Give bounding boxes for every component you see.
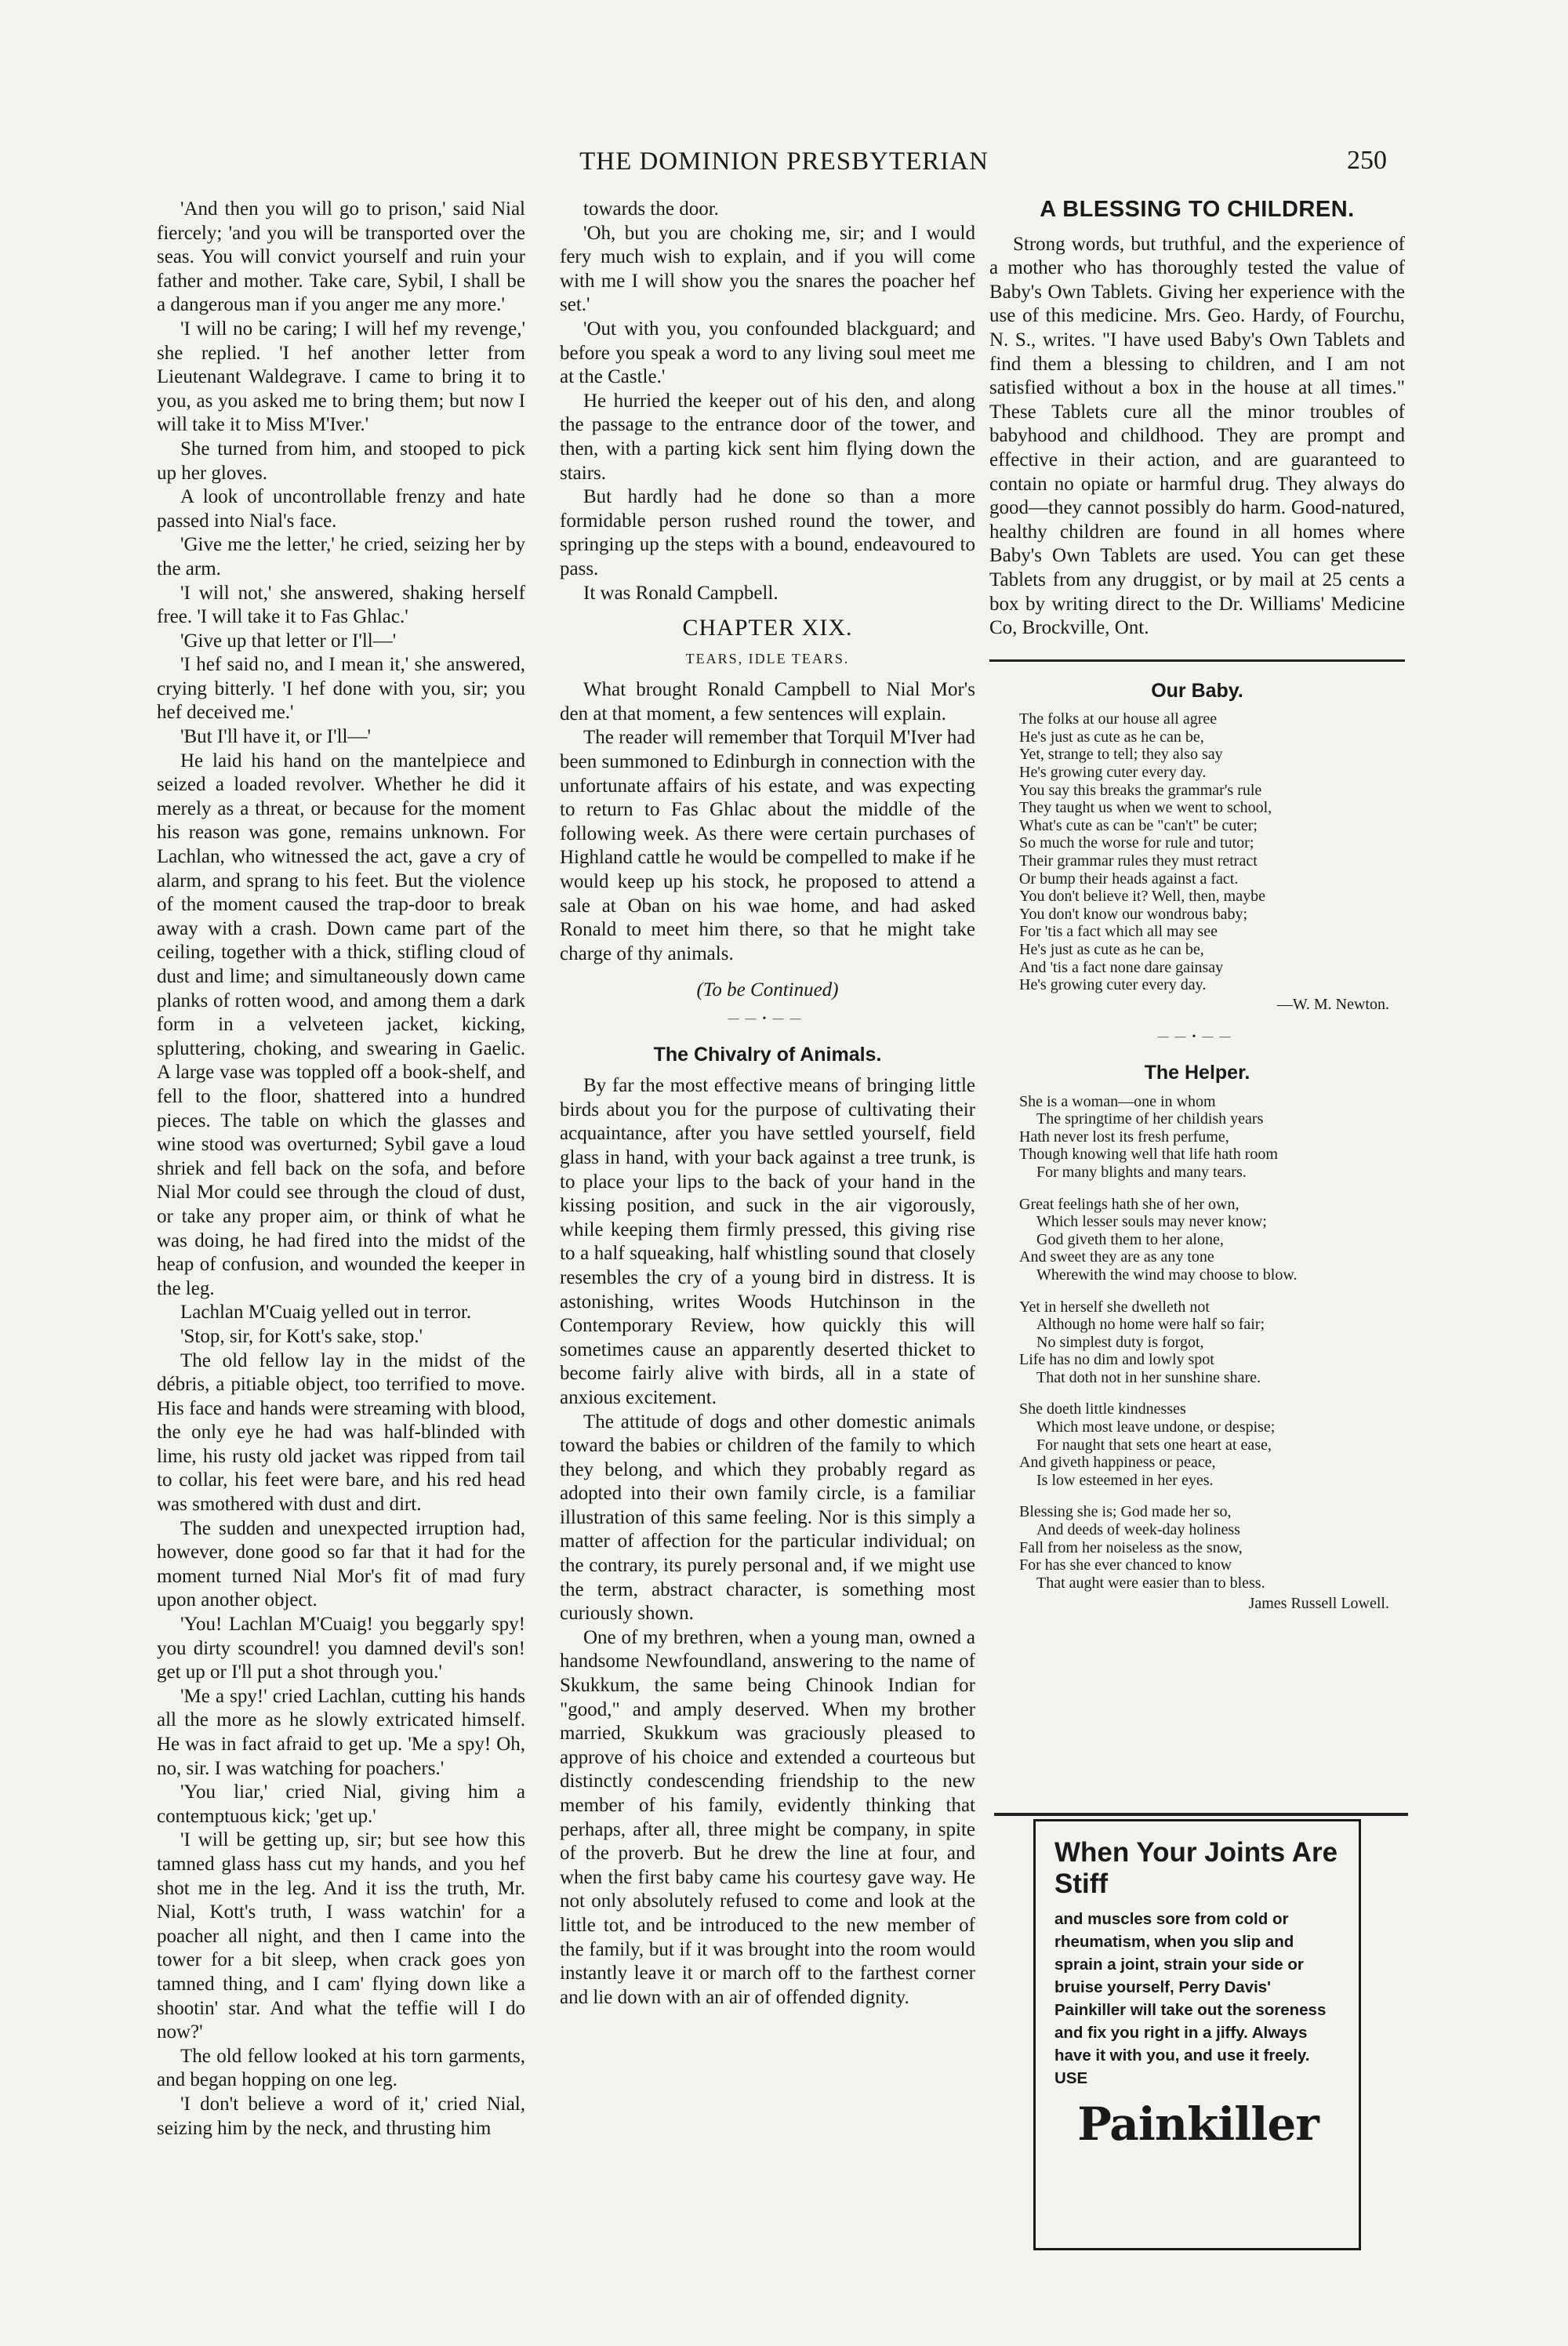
paragraph: 'Out with you, you confounded blackguard; and before you speak a word to any living soul meet me at the Castle.': [560, 318, 975, 388]
ad-headline: When Your Joints Are Stiff: [1054, 1837, 1338, 1899]
column-1: [157, 198, 525, 2141]
paragraph: 'Give me the letter,' he cried, seizing her by the arm.: [157, 534, 525, 579]
paragraph: 'I will not,' she answered, shaking herself free. 'I will take it to Fas Ghlac.': [157, 582, 525, 628]
poem-stanza: [1019, 1196, 1405, 1284]
poem-line: Hath never lost its fresh perfume,: [1019, 1128, 1229, 1146]
paragraph: What brought Ronald Campbell to Nial Mor's den at that moment, a few sentences will explain.: [560, 679, 975, 724]
paragraph: 'I don't believe a word of it,' cried Nial, seizing him by the neck, and thrusting him: [157, 2093, 525, 2139]
poem-line: And giveth happiness or peace,: [1019, 1454, 1216, 1472]
page-number: 250: [1347, 146, 1387, 175]
poem-line: For 'tis a fact which all may see: [1019, 923, 1218, 941]
paragraph: A look of uncontrollable frenzy and hate passed into Nial's face.: [157, 486, 525, 532]
poem-line: Fall from her noiseless as the snow,: [1019, 1538, 1243, 1556]
poem-stanza: [1019, 1093, 1405, 1182]
paragraph: 'I will no be caring; I will hef my revenge,' she replied. 'I hef another letter from Lieutenant Waldegrave. I came to bring it to you, as you asked me to bring them; but now I will take it to Miss M'Iver.': [157, 318, 525, 436]
paragraph: towards the door.: [583, 198, 719, 220]
paragraph: 'You! Lachlan M'Cuaig! you beggarly spy! you dirty scoundrel! you damned devil's son! get up or I'll put a shot through you.': [157, 1614, 525, 1683]
poem-line: For naught that sets one heart at ease,: [1036, 1436, 1272, 1454]
page-header-title: THE DOMINION PRESBYTERIAN: [579, 147, 989, 176]
article-title-blessing: A BLESSING TO CHILDREN.: [1040, 197, 1355, 222]
poem-line: Or bump their heads against a fact.: [1019, 870, 1239, 888]
poem-line: You don't believe it? Well, then, maybe: [1019, 888, 1265, 906]
poem-line: Their grammar rules they must retract: [1019, 852, 1258, 870]
poem-line: Yet, strange to tell; they also say: [1019, 746, 1223, 764]
paragraph: 'I hef said no, and I mean it,' she answered, crying bitterly. 'I hef done with you, sir; you hef deceived me.': [157, 654, 525, 724]
poem-line: The folks at our house all agree: [1019, 710, 1218, 728]
to-be-continued: (To be Continued): [696, 979, 839, 1001]
ad-top-rule: [994, 1813, 1408, 1816]
poem-title-our-baby: Our Baby.: [1151, 679, 1243, 702]
poem-line: You don't know our wondrous baby;: [1019, 905, 1248, 923]
poem-line: She doeth little kindnesses: [1019, 1400, 1186, 1418]
story-continuation: [560, 198, 975, 605]
paragraph: He laid his hand on the mantelpiece and seized a loaded revolver. Whether he did it merely as a threat, or because for the moment his reason was gone, remains unknown. For Lachlan, who witnessed the act, gave a cry of alarm, and sprang to his feet. But the violence of the moment caused the trap-door to break away with a crash. Down came part of the ceiling, together with a thick, stifling cloud of dust and lime; and simultaneously down came planks of rotten wood, and among them a dark form in a velveteen jacket, kicking, spluttering, choking, and swearing in Gaelic. A large vase was toppled off a book-shelf, and fell to the floor, shattered into a hundred pieces. The table on which the glasses and wine stood was overturned; Sybil gave a loud shriek and fell back on the sofa, and before Nial Mor could see through the cloud of dust, or take any proper aim, or think of what he was doing, he had fired into the midst of the heap of confusion, and wounded the keeper in the leg.: [157, 750, 525, 1299]
poem-line: Though knowing well that life hath room: [1019, 1146, 1278, 1164]
poem-line: Wherewith the wind may choose to blow.: [1036, 1266, 1298, 1284]
paragraph: The attitude of dogs and other domestic animals toward the babies or children of the family to which they belong, and which they probably regard as adopted into their own family circle, is a familiar illustration of this same feeling. Nor is this simply a matter of affection for the particular individual; on the contrary, its purely personal and, if we might use the term, abstract character, is something most curiously shown.: [560, 1411, 975, 1625]
poem-line: That aught were easier than to bless.: [1036, 1574, 1265, 1592]
paragraph: It was Ronald Campbell.: [583, 582, 779, 604]
poem-line: He's just as cute as he can be,: [1019, 941, 1204, 958]
ornament-divider: ——•——: [1157, 1031, 1237, 1044]
poem-stanza: [1019, 1298, 1405, 1387]
poem-line: You say this breaks the grammar's rule: [1019, 781, 1262, 799]
chapter-subtitle: TEARS, IDLE TEARS.: [685, 650, 850, 666]
paragraph: 'And then you will go to prison,' said Nial fiercely; 'and you will be transported over the seas. You will convict yourself and ruin your father and mother. Take care, Sybil, I shall be a dangerous man if you anger me any more.': [157, 198, 525, 316]
poem-line: Which lesser souls may never know;: [1036, 1213, 1267, 1231]
poem-attribution: —W. M. Newton.: [1276, 995, 1389, 1013]
paragraph: 'Give up that letter or I'll—': [180, 630, 397, 652]
poem-line: They taught us when we went to school,: [1019, 799, 1272, 817]
poem-line: He's growing cuter every day.: [1019, 764, 1207, 782]
paragraph: She turned from him, and stooped to pick up her gloves.: [157, 438, 525, 484]
poem-line: She is a woman—one in whom: [1019, 1092, 1216, 1110]
poem-the-helper: [1019, 1093, 1405, 1613]
paragraph: One of my brethren, when a young man, owned a handsome Newfoundland, answering to the name of Skukkum, the same being Chinook Indian for "good," and amply deserved. When my brother married, Skukkum was graciously pleased to approve of his choice and extended a courteous but distinctly condescending friendship to the new member of his family, evidently thinking that perhaps, after all, three might be company, in spite of the proverb. But he drew the line at four, and when the first baby came his courtesy gave way. He not only absolutely refused to come and look at the little tot, and be introduced to the new member of the family, but if it was brought into the room would instantly leave it or march off to the farthest corner and lie down with an air of offended dignity.: [560, 1626, 975, 2008]
article-chivalry-text: [560, 1074, 975, 2010]
ad-body: and muscles sore from cold or rheumatism, when you slip and sprain a joint, strain your side or bruise yourself, Perry Davis' Painkiller will take out the soreness and fix you right in a jiffy. Always have it with you, and use it freely. USE: [1054, 1910, 1327, 2087]
section-divider: [989, 659, 1405, 662]
paragraph: 'I will be getting up, sir; but see how this tamned glass hass cut my hands, and you hef shot me in the leg. And it iss the truth, Mr. Nial, Kott's truth, I wass watchin' for a poacher all night, and then I came into the tower for a bit sleep, when crack goes yon tamned thing, and I cam' flying down like a shootin' star. And what the teffie will I do now?': [157, 1829, 525, 2043]
poem-line: Great feelings hath she of her own,: [1019, 1195, 1240, 1213]
poem-line: He's just as cute as he can be,: [1019, 728, 1204, 746]
poem-line: Although no home were half so fair;: [1036, 1316, 1265, 1334]
paragraph: But hardly had he done so than a more formidable person rushed round the tower, and springing up the steps with a bound, endeavoured to pass.: [560, 486, 975, 579]
paragraph: 'But I'll have it, or I'll—': [180, 726, 371, 748]
paragraph: The old fellow lay in the midst of the débris, a pitiable object, too terrified to move. His face and hands were streaming with blood, the only eye he had was half-blinded with lime, his rusty old jacket was ripped from tail to collar, his feet were bare, and his red head was smothered with dust and dirt.: [157, 1349, 525, 1516]
poem-line: So much the worse for rule and tutor;: [1019, 834, 1254, 852]
poem-line: For many blights and many tears.: [1036, 1163, 1247, 1181]
column-3: [989, 198, 1405, 1613]
paragraph: 'Stop, sir, for Kott's sake, stop.': [180, 1325, 423, 1347]
poem-line: Life has no dim and lowly spot: [1019, 1351, 1214, 1369]
paragraph: Lachlan M'Cuaig yelled out in terror.: [180, 1302, 472, 1324]
painkiller-advertisement: [1033, 1819, 1361, 2250]
ad-brand-logo: Painkiller: [1077, 2097, 1319, 2151]
column-2: [560, 198, 975, 2010]
paragraph: 'You liar,' cried Nial, giving him a contemptuous kick; 'get up.': [157, 1781, 525, 1827]
article-blessing-text: [989, 233, 1405, 641]
poem-line: No simplest duty is forgot,: [1036, 1333, 1204, 1351]
paragraph: 'Oh, but you are choking me, sir; and I would fery much wish to explain, and if you will come with me I will show you the snares the poacher hef set.': [560, 222, 975, 316]
poem-line: And sweet they are as any tone: [1019, 1248, 1214, 1266]
poem-attribution: James Russell Lowell.: [1248, 1595, 1389, 1613]
poem-line: Which most leave undone, or despise;: [1036, 1418, 1276, 1436]
poem-our-baby: [1019, 710, 1405, 1013]
article-title-chivalry: The Chivalry of Animals.: [653, 1043, 882, 1066]
poem-line: That doth not in her sunshine share.: [1036, 1368, 1261, 1386]
poem-line: Yet in herself she dwelleth not: [1019, 1298, 1210, 1316]
poem-line: Is low esteemed in her eyes.: [1036, 1471, 1214, 1489]
poem-line: And deeds of week-day holiness: [1036, 1521, 1240, 1539]
poem-line: The springtime of her childish years: [1036, 1110, 1264, 1128]
poem-line: God giveth them to her alone,: [1036, 1230, 1224, 1248]
paragraph: 'Me a spy!' cried Lachlan, cutting his hands all the more as he slowly extricated himself. He was in fact afraid to get up. 'Me a spy! Oh, no, sir. I was watching for poachers.': [157, 1685, 525, 1779]
poem-line: Blessing she is; God made her so,: [1019, 1503, 1232, 1521]
paragraph: The old fellow looked at his torn garments, and began hopping on one leg.: [157, 2045, 525, 2091]
paragraph: By far the most effective means of bringing little birds about you for the purpose of cultivating their acquaintance, after you have settled yourself, field glass in hand, with your back against a tree trunk, is to place your lips to the back of your hand in the kissing position, and suck in the air vigorously, while keeping them firmly pressed, this giving rise to a half squeaking, half whistling sound that closely resembles the cry of a young bird in distress. It is astonishing, writes Woods Hutchinson in the Contemporary Review, how quickly this will sometimes cause an apparently deserted thicket to become fairly alive with birds, all in a state of anxious excitement.: [560, 1075, 975, 1408]
poem-stanza: [1019, 1503, 1405, 1592]
chapter-heading: CHAPTER XIX.: [682, 615, 853, 641]
paragraph: He hurried the keeper out of his den, and along the passage to the entrance door of the tower, and then, with a parting kick sent him flying down the stairs.: [560, 390, 975, 484]
paragraph: The sudden and unexpected irruption had, however, done good so far that it had for the moment turned Nial Mor's fit of mad fury upon another object.: [157, 1517, 525, 1611]
poem-title-the-helper: The Helper.: [1144, 1061, 1250, 1084]
ornament-divider: ——•——: [728, 1013, 808, 1025]
paragraph: Strong words, but truthful, and the experience of a mother who has thoroughly tested the value of Baby's Own Tablets. Giving her experience with the use of this medicine. Mrs. Geo. Hardy, of Fourchu, N. S., writes. "I have used Baby's Own Tablets and find them a blessing to children, and I am not satisfied without a box in the house at all times." These Tablets cure all the minor troubles of babyhood and childhood. They are prompt and effective in their action, and are guaranteed to contain no opiate or harmful drug. They always do good—they cannot possibly do harm. Good-natured, healthy children are found in all homes where Baby's Own Tablets are used. You can get these Tablets from any druggist, or by mail at 25 cents a box by writing direct to the Dr. Williams' Medicine Co, Brockville, Ont.: [989, 233, 1405, 639]
chapter-text: [560, 678, 975, 966]
poem-line: He's growing cuter every day.: [1019, 976, 1207, 994]
paragraph: The reader will remember that Torquil M'Iver had been summoned to Edinburgh in connection with the unfortunate affairs of his estate, and was expecting to return to Fas Ghlac about the middle of the following week. As there were certain purchases of Highland cattle he would be compelled to make if he would keep up his stock, he proposed to attend a sale at Oban on his wae home, and had asked Ronald to meet him there, so that he might take charge of thy animals.: [560, 727, 975, 964]
poem-line: What's cute as can be "can't" be cuter;: [1019, 816, 1258, 834]
poem-line: And 'tis a fact none dare gainsay: [1019, 958, 1224, 976]
poem-stanza: [1019, 1400, 1405, 1489]
poem-line: For has she ever chanced to know: [1019, 1556, 1232, 1574]
